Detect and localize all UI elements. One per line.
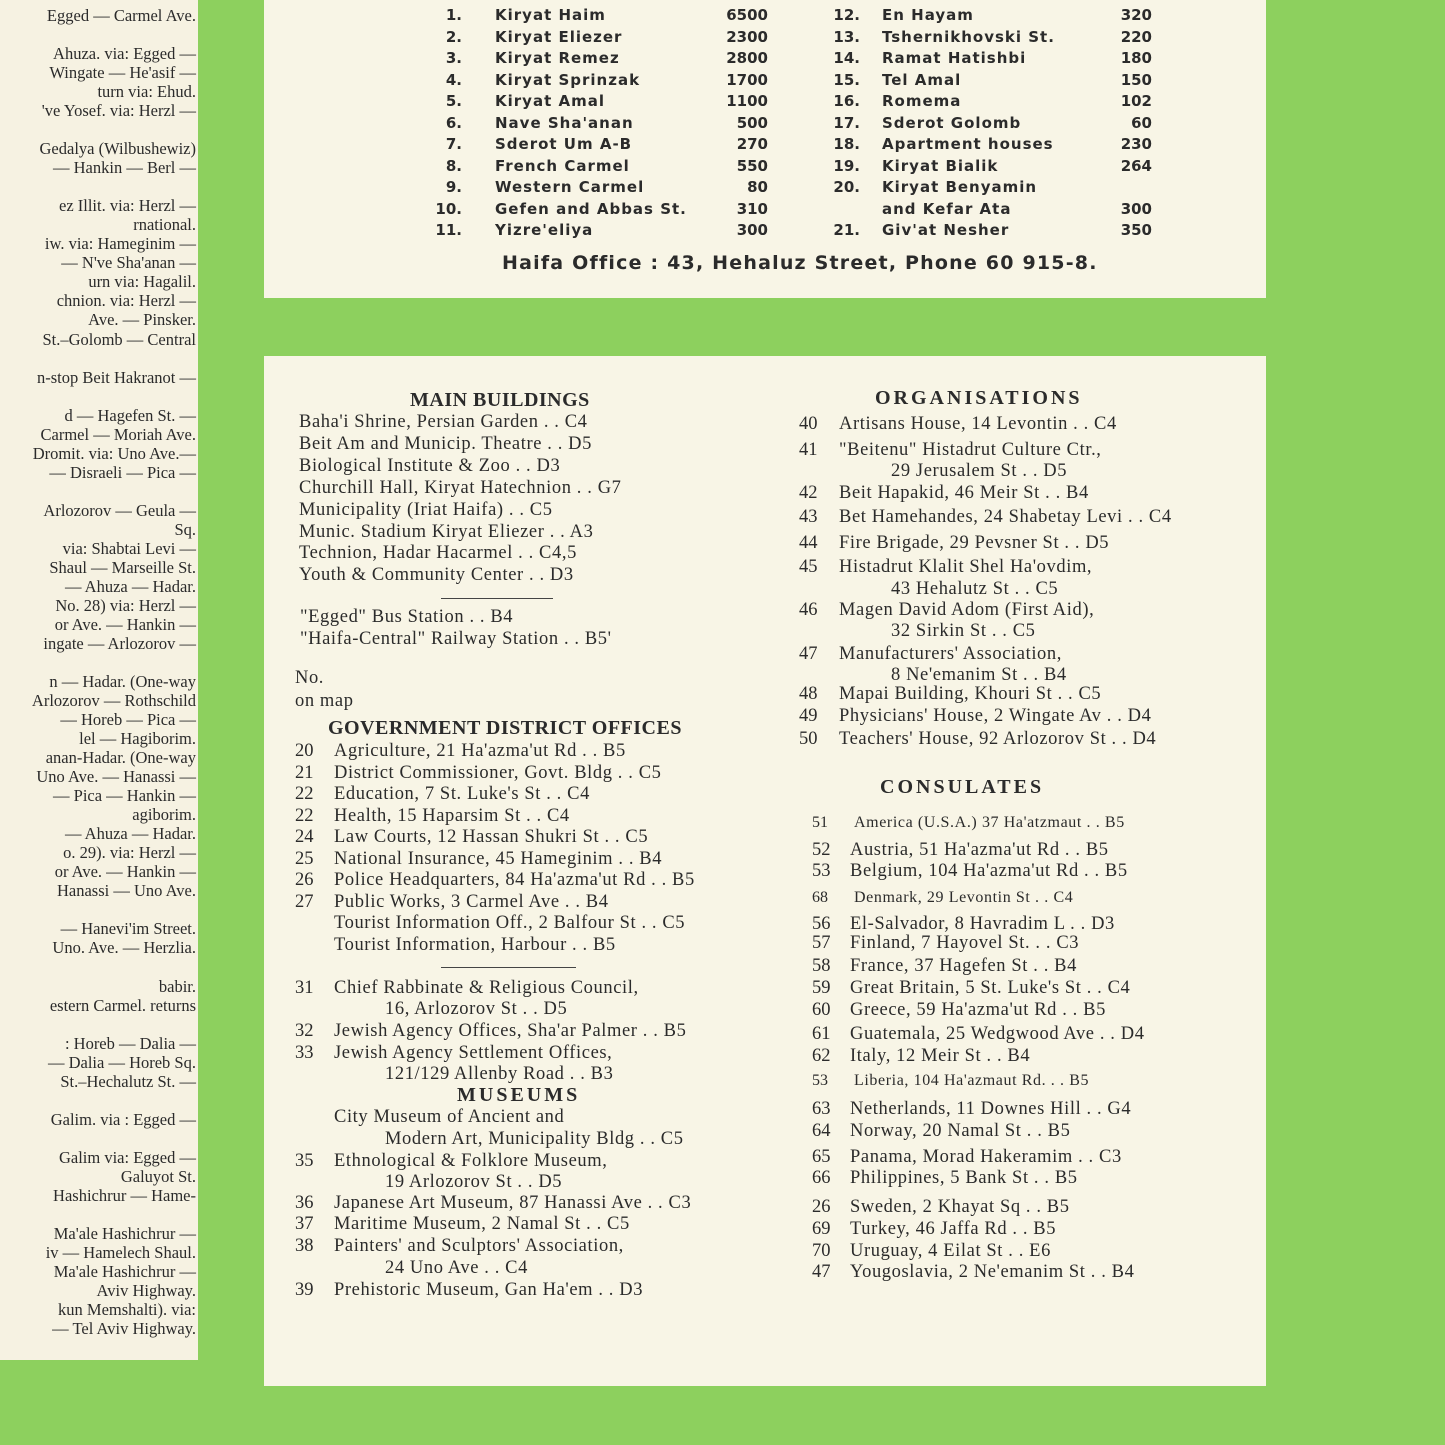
consulate-number: 52: [812, 840, 831, 860]
museum-number: 36: [295, 1193, 314, 1213]
neighbourhood-number: 19.: [833, 156, 860, 175]
museum-number: 38: [295, 1236, 314, 1256]
left-strip-line: Galuyot St.: [120, 1166, 196, 1186]
neighbourhood-name: Kiryat Benyamin: [882, 178, 1038, 196]
left-strip-line: St.–Hechalutz St. —: [60, 1071, 196, 1091]
neighbourhood-name: French Carmel: [495, 156, 630, 175]
office-number: 31: [295, 978, 314, 998]
neighbourhood-count: 270: [736, 135, 768, 153]
government-office-item: District Commissioner, Govt. Bldg . . C5: [334, 762, 662, 783]
left-strip-line: Wingate — He'asif —: [49, 63, 196, 83]
consulate-number: 47: [812, 1262, 831, 1282]
consulate-number: 56: [812, 914, 831, 934]
left-strip-line: — Disraeli — Pica —: [49, 462, 196, 482]
consulate-item: Denmark, 29 Levontin St . . C4: [854, 889, 1074, 906]
office-number: 26: [295, 870, 314, 890]
consulate-number: 66: [812, 1168, 831, 1188]
government-office-item: Police Headquarters, 84 Ha'azma'ut Rd . . B5: [334, 870, 695, 890]
religious-office-item: Jewish Agency Settlement Offices,: [334, 1043, 613, 1063]
left-strip-line: Uno Ave. — Hanassi —: [36, 767, 196, 787]
office-number: 25: [295, 848, 314, 869]
religious-office-item: Chief Rabbinate & Religious Council,: [334, 978, 639, 998]
museum-item: 24 Uno Ave . . C4: [385, 1258, 528, 1278]
religious-office-item: 121/129 Allenby Road . . B3: [385, 1064, 614, 1084]
organisation-number: 46: [799, 600, 818, 620]
neighbourhood-number: 10.: [435, 199, 462, 218]
museum-item: 19 Arlozorov St . . D5: [385, 1172, 563, 1192]
museum-item: Prehistoric Museum, Gan Ha'em . . D3: [334, 1280, 644, 1300]
museum-item: City Museum of Ancient and: [334, 1107, 565, 1127]
neighbourhood-name: Ramat Hatishbi: [882, 49, 1027, 67]
museum-item: Maritime Museum, 2 Namal St . . C5: [334, 1214, 630, 1234]
organisation-item: Magen David Adom (First Aid),: [839, 600, 1095, 620]
government-office-item: Tourist Information Off., 2 Balfour St . . C5: [334, 913, 686, 933]
religious-office-item: Jewish Agency Offices, Sha'ar Palmer . . B5: [334, 1021, 687, 1041]
left-strip-line: urn via: Hagalil.: [88, 272, 196, 292]
left-strip-line: ez Illit. via: Herzl —: [59, 196, 196, 216]
government-office-item: Health, 15 Haparsim St . . C4: [334, 805, 570, 826]
neighbourhood-count: 310: [736, 199, 768, 218]
consulate-item: El-Salvador, 8 Havradim L . . D3: [850, 914, 1115, 934]
government-office-item: Tourist Information, Harbour . . B5: [334, 934, 616, 955]
neighbourhood-count: 500: [736, 113, 768, 132]
neighbourhood-number: 21.: [833, 221, 860, 239]
left-strip-line: n-stop Beit Hakranot —: [36, 367, 196, 387]
left-strip-line: iv — Hamelech Shaul.: [45, 1242, 196, 1262]
office-number: 27: [295, 891, 314, 912]
consulate-number: 64: [812, 1121, 831, 1141]
neighbourhood-count: 1100: [726, 92, 768, 110]
left-strip-line: rnational.: [133, 215, 196, 235]
main-building-item: Churchill Hall, Kiryat Hatechnion . . G7: [299, 477, 622, 498]
neighbourhood-name: Giv'at Nesher: [882, 221, 1010, 239]
left-strip-line: Hanassi — Uno Ave.: [56, 881, 196, 901]
neighbourhood-name: Western Carmel: [495, 178, 645, 196]
main-building-item: Beit Am and Municip. Theatre . . D5: [299, 433, 592, 454]
left-strip-line: — Pica — Hankin —: [53, 786, 196, 806]
office-number: 22: [295, 805, 314, 826]
left-strip-line: anan-Hadar. (One-way: [45, 748, 196, 768]
museum-number: 39: [295, 1280, 314, 1300]
neighbourhood-count: 1700: [726, 70, 768, 89]
no-on-map-label-2: on map: [295, 691, 354, 711]
office-number: 21: [295, 762, 314, 783]
left-strip-line: iw. via: Hameginim —: [44, 234, 196, 254]
station-item: "Haifa-Central" Railway Station . . B5': [300, 628, 612, 649]
left-strip-line: Egged — Carmel Ave.: [46, 6, 196, 25]
left-strip-line: Galim. via : Egged —: [50, 1109, 196, 1129]
neighbourhood-number: 20.: [833, 178, 860, 196]
neighbourhood-name: Yizre'eliya: [495, 221, 594, 239]
museums-heading: MUSEUMS: [457, 1084, 581, 1106]
consulate-number: 65: [812, 1147, 831, 1167]
left-strip-line: via: Shabtai Levi —: [62, 538, 196, 558]
neighbourhood-name: Kiryat Sprinzak: [495, 70, 641, 89]
consulate-number: 59: [812, 978, 831, 998]
neighbourhood-name: Tel Amal: [882, 70, 962, 89]
organisation-number: 50: [799, 729, 818, 749]
left-strip-line: Carmel — Moriah Ave.: [40, 424, 196, 444]
left-strip-line: Ma'ale Hashichrur —: [53, 1261, 196, 1281]
main-buildings-heading: MAIN BUILDINGS: [410, 389, 590, 411]
museum-number: 37: [295, 1214, 314, 1234]
left-strip-line: Arlozorov — Rothschild: [31, 691, 196, 711]
neighbourhood-count: 2300: [726, 27, 768, 46]
organisation-item: Manufacturers' Association,: [839, 644, 1062, 664]
consulate-number: 61: [812, 1024, 831, 1044]
main-building-item: Technion, Hadar Hacarmel . . C4,5: [299, 543, 577, 564]
consulate-item: Sweden, 2 Khayat Sq . . B5: [850, 1197, 1070, 1217]
museum-number: 35: [295, 1151, 314, 1171]
left-strip-line: Shaul — Marseille St.: [49, 557, 196, 577]
neighbourhood-name: Gefen and Abbas St.: [495, 199, 687, 218]
neighbourhood-name: En Hayam: [882, 6, 974, 24]
neighbourhood-name: Apartment houses: [882, 135, 1054, 153]
organisation-number: 43: [799, 507, 818, 527]
left-strip-line: Sq.: [174, 519, 196, 539]
organisation-number: 48: [799, 684, 818, 704]
neighbourhood-count: 264: [1120, 156, 1152, 175]
left-strip-line: n — Hadar. (One-way: [49, 672, 196, 692]
consulate-item: Turkey, 46 Jaffa Rd . . B5: [850, 1219, 1057, 1239]
consulate-item: America (U.S.A.) 37 Ha'atzmaut . . B5: [854, 814, 1125, 831]
organisation-item: Mapai Building, Khouri St . . C5: [839, 684, 1102, 704]
left-strip-line: : Horeb — Dalia —: [64, 1033, 196, 1053]
consulate-item: Great Britain, 5 St. Luke's St . . C4: [850, 978, 1131, 998]
neighbourhood-number: 3.: [445, 49, 462, 67]
neighbourhood-name: Kiryat Eliezer: [495, 27, 623, 46]
left-strip-line: d — Hagefen St. —: [64, 405, 196, 425]
neighbourhood-name: Tshernikhovski St.: [882, 27, 1055, 46]
consulate-number: 70: [812, 1241, 831, 1261]
left-strip-line: — Tel Aviv Highway.: [52, 1319, 196, 1339]
no-on-map-label: No.: [295, 668, 325, 688]
left-strip-line: agiborim.: [132, 805, 196, 825]
main-building-item: Munic. Stadium Kiryat Eliezer . . A3: [299, 521, 594, 542]
office-number: 22: [295, 784, 314, 804]
museum-item: Ethnological & Folklore Museum,: [334, 1151, 608, 1171]
left-strip-line: kun Memshalti). via:: [58, 1300, 196, 1320]
consulates-heading: CONSULATES: [880, 776, 1045, 798]
neighbourhood-count: 80: [747, 178, 768, 196]
left-strip-line: No. 28) via: Herzl —: [55, 595, 196, 615]
organisation-number: 44: [799, 533, 818, 553]
neighbourhood-count: 320: [1120, 6, 1152, 24]
left-strip-line: estern Carmel. returns: [49, 995, 196, 1015]
consulate-item: Belgium, 104 Ha'azma'ut Rd . . B5: [850, 861, 1128, 881]
consulate-number: 69: [812, 1219, 831, 1239]
left-strip-line: — Ahuza — Hadar.: [64, 824, 196, 844]
neighbourhood-number: 11.: [435, 221, 462, 239]
consulate-number: 68: [812, 889, 828, 906]
neighbourhood-name: Kiryat Bialik: [882, 156, 999, 175]
main-building-item: Baha'i Shrine, Persian Garden . . C4: [299, 412, 588, 432]
consulate-number: 57: [812, 933, 831, 953]
government-office-item: Public Works, 3 Carmel Ave . . B4: [334, 891, 609, 912]
neighbourhood-number: 4.: [445, 70, 462, 89]
neighbourhood-count: 550: [736, 156, 768, 175]
neighbourhood-number: 7.: [445, 135, 462, 153]
main-building-item: Municipality (Iriat Haifa) . . C5: [299, 499, 553, 520]
consulate-number: 60: [812, 1000, 831, 1020]
neighbourhood-name: Kiryat Haim: [495, 6, 606, 24]
organisation-item: 8 Ne'emanim St . . B4: [891, 665, 1067, 685]
organisation-number: 45: [799, 557, 818, 577]
consulate-item: Finland, 7 Hayovel St. . . C3: [850, 933, 1080, 953]
left-strip-line: turn via: Ehud.: [97, 82, 196, 102]
organisation-item: Teachers' House, 92 Arlozorov St . . D4: [839, 729, 1157, 749]
station-item: "Egged" Bus Station . . B4: [300, 607, 514, 627]
museum-item: Japanese Art Museum, 87 Hanassi Ave . . C3: [334, 1193, 692, 1213]
office-number: 24: [295, 827, 314, 847]
consulate-number: 51: [812, 814, 828, 831]
consulate-number: 53: [812, 1072, 828, 1089]
divider-rule-2: [441, 967, 576, 968]
organisation-item: Fire Brigade, 29 Pevsner St . . D5: [839, 533, 1110, 553]
consulate-number: 58: [812, 956, 831, 976]
museum-item: Modern Art, Municipality Bldg . . C5: [385, 1129, 684, 1149]
organisation-item: Artisans House, 14 Levontin . . C4: [839, 414, 1117, 434]
neighbourhood-count: 300: [1120, 199, 1152, 218]
neighbourhood-count: 350: [1120, 221, 1152, 239]
left-strip-line: Aviv Highway.: [96, 1281, 196, 1300]
left-strip-line: o. 29). via: Herzl —: [63, 843, 196, 863]
consulate-item: Panama, Morad Hakeramim . . C3: [850, 1147, 1122, 1167]
consulate-item: Philippines, 5 Bank St . . B5: [850, 1168, 1078, 1188]
organisations-heading: ORGANISATIONS: [875, 387, 1083, 409]
left-strip-line: or Ave. — Hankin —: [54, 614, 196, 634]
left-strip-line: — Hanevi'im Street.: [60, 919, 196, 939]
left-strip-line: Ma'ale Hashichrur —: [53, 1223, 196, 1243]
left-strip-line: Hashichrur — Hame-: [53, 1185, 196, 1205]
consulate-item: Austria, 51 Ha'azma'ut Rd . . B5: [850, 840, 1109, 860]
government-office-item: National Insurance, 45 Hameginim . . B4: [334, 848, 663, 869]
organisation-item: 32 Sirkin St . . C5: [891, 621, 1036, 641]
left-strip-line: ingate — Arlozorov —: [43, 633, 196, 653]
organisation-item: "Beitenu" Histadrut Culture Ctr.,: [839, 440, 1102, 460]
neighbourhood-number: 13.: [833, 27, 860, 46]
left-strip-line: chnion. via: Herzl —: [56, 291, 196, 311]
neighbourhood-count: 150: [1120, 70, 1152, 89]
consulate-number: 53: [812, 861, 831, 881]
left-strip-line: 've Yosef. via: Herzl —: [41, 101, 196, 121]
neighbourhood-count: 2800: [726, 49, 768, 67]
neighbourhood-name: Kiryat Amal: [495, 92, 605, 110]
neighbourhood-name: Romema: [882, 92, 962, 110]
neighbourhood-number: 8.: [445, 156, 462, 175]
neighbourhood-count: 6500: [726, 6, 768, 24]
neighbourhood-name: Kiryat Remez: [495, 49, 620, 67]
left-strip-line: Ahuza. via: Egged —: [53, 44, 196, 64]
office-line: Haifa Office : 43, Hehaluz Street, Phone 60 915-8.: [502, 252, 1098, 274]
left-strip-line: — Horeb — Pica —: [60, 710, 196, 730]
left-strip-line: — Dalia — Horeb Sq.: [47, 1052, 196, 1072]
office-number: 33: [295, 1043, 314, 1063]
office-number: 20: [295, 741, 314, 761]
left-strip-line: or Ave. — Hankin —: [54, 862, 196, 882]
neighbourhood-number: 5.: [445, 92, 462, 110]
organisation-item: 43 Hehalutz St . . C5: [891, 579, 1059, 599]
neighbourhood-count: 230: [1120, 135, 1152, 153]
left-strip-line: Arlozorov — Geula —: [43, 500, 196, 520]
consulate-item: Norway, 20 Namal St . . B5: [850, 1121, 1071, 1141]
office-number: 32: [295, 1021, 314, 1041]
divider-rule: [441, 598, 553, 599]
neighbourhood-count: 102: [1120, 92, 1152, 110]
left-strip-line: Dromit. via: Uno Ave.—: [32, 443, 196, 463]
left-strip-line: lel — Hagiborim.: [79, 729, 196, 749]
left-strip-line: babir.: [158, 976, 196, 996]
consulate-item: Netherlands, 11 Downes Hill . . G4: [850, 1099, 1132, 1119]
consulate-number: 26: [812, 1197, 831, 1217]
religious-office-item: 16, Arlozorov St . . D5: [385, 999, 568, 1019]
organisation-item: Bet Hamehandes, 24 Shabetay Levi . . C4: [839, 507, 1172, 527]
organisation-number: 42: [799, 483, 818, 503]
neighbourhood-count: 60: [1131, 113, 1152, 132]
neighbourhood-number: 12.: [833, 6, 860, 24]
consulate-item: Yougoslavia, 2 Ne'emanim St . . B4: [850, 1262, 1135, 1282]
main-building-item: Biological Institute & Zoo . . D3: [299, 455, 561, 476]
left-strip-line: Gedalya (Wilbushewiz): [39, 139, 196, 159]
consulate-item: Greece, 59 Ha'azma'ut Rd . . B5: [850, 1000, 1106, 1020]
consulate-number: 63: [812, 1099, 831, 1119]
neighbourhood-number: 16.: [833, 92, 860, 110]
consulate-item: Liberia, 104 Ha'azmaut Rd. . . B5: [854, 1072, 1090, 1089]
consulate-item: Uruguay, 4 Eilat St . . E6: [850, 1241, 1051, 1261]
consulate-item: France, 37 Hagefen St . . B4: [850, 956, 1077, 976]
neighbourhood-count: 300: [736, 221, 768, 239]
neighbourhood-name: Nave Sha'anan: [495, 113, 634, 132]
organisation-number: 47: [799, 644, 818, 664]
neighbourhood-number: 18.: [833, 135, 860, 153]
left-strip-line: — Hankin — Berl —: [53, 158, 196, 178]
left-strip-line: Galim via: Egged —: [58, 1147, 196, 1167]
neighbourhood-name: and Kefar Ata: [882, 199, 1012, 218]
museum-item: Painters' and Sculptors' Association,: [334, 1236, 624, 1256]
organisation-item: Beit Hapakid, 46 Meir St . . B4: [839, 483, 1089, 503]
neighbourhood-number: 17.: [833, 113, 860, 132]
left-strip-line: — Ahuza — Hadar.: [64, 576, 196, 596]
organisation-number: 49: [799, 706, 818, 726]
consulate-item: Italy, 12 Meir St . . B4: [850, 1046, 1031, 1066]
organisation-item: 29 Jerusalem St . . D5: [891, 461, 1068, 481]
organisation-item: Histadrut Klalit Shel Ha'ovdim,: [839, 557, 1093, 577]
organisation-item: Physicians' House, 2 Wingate Av . . D4: [839, 706, 1152, 726]
government-office-item: Agriculture, 21 Ha'azma'ut Rd . . B5: [334, 741, 626, 761]
left-strip-line: Ave. — Pinsker.: [88, 310, 196, 330]
neighbourhood-count: 180: [1120, 49, 1152, 67]
consulate-number: 62: [812, 1046, 831, 1066]
left-strip-line: St.–Golomb — Central: [42, 329, 196, 349]
neighbourhood-number: 2.: [445, 27, 462, 46]
neighbourhood-number: 1.: [445, 6, 462, 24]
government-heading: GOVERNMENT DISTRICT OFFICES: [328, 717, 682, 739]
main-building-item: Youth & Community Center . . D3: [299, 565, 574, 586]
neighbourhood-name: Sderot Golomb: [882, 113, 1022, 132]
government-office-item: Law Courts, 12 Hassan Shukri St . . C5: [334, 827, 649, 847]
neighbourhood-name: Sderot Um A-B: [495, 135, 633, 153]
neighbourhood-number: 14.: [833, 49, 860, 67]
organisation-number: 41: [799, 440, 818, 460]
neighbourhood-number: 15.: [833, 70, 860, 89]
neighbourhood-number: 9.: [445, 178, 462, 196]
consulate-item: Guatemala, 25 Wedgwood Ave . . D4: [850, 1024, 1145, 1044]
organisation-number: 40: [799, 414, 818, 434]
neighbourhood-count: 220: [1120, 27, 1152, 46]
neighbourhood-number: 6.: [445, 113, 462, 132]
left-strip-line: Uno. Ave. — Herzlia.: [52, 938, 196, 958]
government-office-item: Education, 7 St. Luke's St . . C4: [334, 784, 590, 804]
left-strip-line: — N've Sha'anan —: [61, 253, 196, 273]
